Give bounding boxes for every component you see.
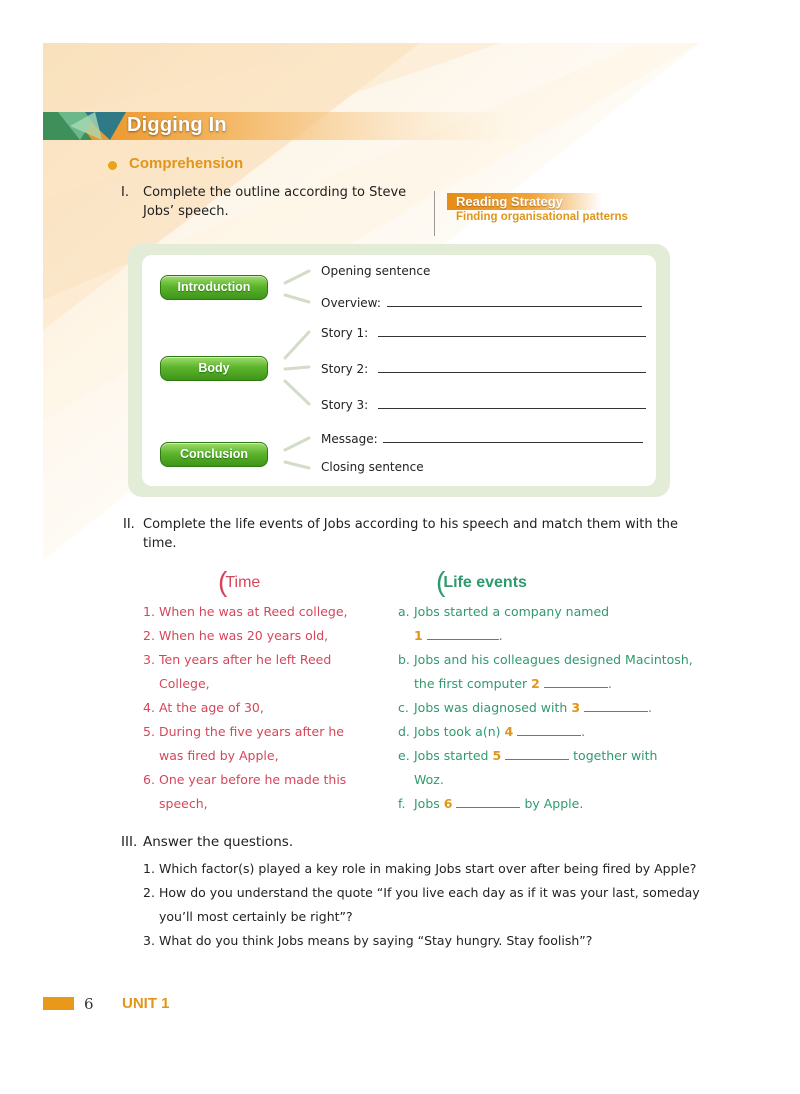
life-event-e xyxy=(398,744,657,792)
life-event-a xyxy=(398,600,609,648)
question-3-item-2-number: 2. xyxy=(143,885,155,900)
life-event-b-text-1: Jobs and his colleagues designed Macintosh, xyxy=(414,652,693,667)
time-item-5-text-1: During the five years after he xyxy=(159,724,344,739)
life-event-b-letter: b. xyxy=(398,652,410,667)
life-event-f xyxy=(398,792,583,816)
time-item-6-text-1: One year before he made this xyxy=(159,772,347,787)
time-item-1-text: When he was at Reed college, xyxy=(159,604,348,619)
life-event-a-end: . xyxy=(498,628,503,643)
story-3-blank[interactable] xyxy=(378,396,646,409)
life-event-a-letter: a. xyxy=(398,604,410,619)
life-event-e-text-after: together with xyxy=(573,748,658,763)
life-event-c-text: Jobs was diagnosed with xyxy=(414,700,568,715)
question-3-title: Answer the questions. xyxy=(143,834,294,850)
question-3-item-2 xyxy=(143,881,700,929)
blank-4[interactable] xyxy=(517,723,581,736)
blank-number-4: 4 xyxy=(504,724,514,739)
life-event-c-end: . xyxy=(648,700,652,715)
time-item-6 xyxy=(143,768,346,816)
life-event-b-text-2: the first computer xyxy=(414,676,528,691)
time-item-3-number: 3. xyxy=(143,652,155,667)
conclusion-pill: Conclusion xyxy=(160,442,268,467)
story-1-label: Story 1: xyxy=(321,326,369,340)
story-2-blank[interactable] xyxy=(378,360,646,373)
life-heading-initial: L xyxy=(443,574,454,591)
story-2-label: Story 2: xyxy=(321,362,369,376)
time-item-3-text-1: Ten years after he left Reed xyxy=(159,652,332,667)
overview-label: Overview: xyxy=(321,296,381,310)
blank-2[interactable] xyxy=(544,675,608,688)
outline-row-story-2 xyxy=(321,360,646,376)
blank-number-2: 2 xyxy=(531,676,540,691)
life-event-e-text-2: Woz. xyxy=(414,772,444,787)
time-item-5 xyxy=(143,720,344,768)
question-3-item-1-number: 1. xyxy=(143,861,155,876)
outline-row-story-3 xyxy=(321,396,646,412)
question-2-line-1: Complete the life events of Jobs according to his speech and match them with the xyxy=(143,517,679,532)
life-event-d-letter: d. xyxy=(398,724,410,739)
life-event-e-letter: e. xyxy=(398,748,410,763)
question-3-item-1-text: Which factor(s) played a key role in making Jobs start over after being fired by Apple? xyxy=(159,861,697,876)
life-event-b xyxy=(398,648,693,696)
body-pill: Body xyxy=(160,356,268,381)
question-1-line-2: Jobs’ speech. xyxy=(143,204,229,219)
blank-number-5: 5 xyxy=(492,748,502,763)
blank-1[interactable] xyxy=(427,627,499,640)
blank-number-1: 1 xyxy=(414,628,423,643)
life-heading-rest: ife events xyxy=(453,574,527,591)
time-item-2 xyxy=(143,624,328,648)
life-event-c-letter: c. xyxy=(398,700,409,715)
outline-row-opening xyxy=(321,264,430,278)
time-heading-rest: ime xyxy=(234,574,261,591)
time-item-3 xyxy=(143,648,331,696)
time-item-1-number: 1. xyxy=(143,604,155,619)
life-events-column-heading: (Life events xyxy=(436,566,527,597)
time-heading-initial: T xyxy=(225,574,235,591)
question-3-item-3-number: 3. xyxy=(143,933,155,948)
question-3-item-1 xyxy=(143,857,696,881)
message-label: Message: xyxy=(321,432,378,446)
reading-strategy-subtitle: Finding organisational patterns xyxy=(456,211,628,223)
question-3-item-2-text-2: you’ll most certainly be right”? xyxy=(159,909,353,924)
blank-number-6: 6 xyxy=(443,796,453,811)
time-item-1 xyxy=(143,600,348,624)
time-item-5-text-2: was fired by Apple, xyxy=(159,748,279,763)
section-banner-title: Digging In xyxy=(127,114,227,136)
time-item-5-number: 5. xyxy=(143,724,155,739)
life-event-d-end: . xyxy=(581,724,586,739)
life-event-d xyxy=(398,720,585,744)
introduction-pill: Introduction xyxy=(160,275,268,300)
question-3-prefix: III. xyxy=(121,834,138,850)
life-event-a-text: Jobs started a company named xyxy=(414,604,610,619)
life-event-c xyxy=(398,696,652,720)
question-2-line-2: time. xyxy=(143,536,177,551)
question-3-item-2-text-1: How do you understand the quote “If you live each day as if it was your last, someday xyxy=(159,885,700,900)
time-item-2-text: When he was 20 years old, xyxy=(159,628,329,643)
time-item-3-text-2: College, xyxy=(159,676,210,691)
question-2-prefix: II. xyxy=(123,517,135,532)
story-1-blank[interactable] xyxy=(378,324,646,337)
life-event-f-text-after: by Apple. xyxy=(524,796,584,811)
life-event-f-letter: f. xyxy=(398,796,406,811)
time-item-6-number: 6. xyxy=(143,772,155,787)
overview-blank[interactable] xyxy=(387,294,642,307)
life-event-b-end: . xyxy=(607,676,612,691)
opening-sentence-label: Opening sentence xyxy=(321,264,431,278)
story-3-label: Story 3: xyxy=(321,398,369,412)
blank-5[interactable] xyxy=(505,747,569,760)
question-3-item-3 xyxy=(143,929,592,953)
blank-number-3: 3 xyxy=(571,700,581,715)
unit-label: UNIT 1 xyxy=(122,995,170,1012)
reading-strategy-label: Reading Strategy xyxy=(447,193,602,210)
page-number: 6 xyxy=(84,995,94,1013)
time-item-4 xyxy=(143,696,264,720)
life-event-d-text: Jobs took a(n) xyxy=(414,724,501,739)
footer-accent-bar xyxy=(43,997,74,1010)
life-event-f-text: Jobs xyxy=(414,796,440,811)
time-item-4-number: 4. xyxy=(143,700,155,715)
question-3-item-3-text: What do you think Jobs means by saying “Stay hungry. Stay foolish”? xyxy=(159,933,593,948)
outline-row-closing xyxy=(321,460,424,474)
time-item-2-number: 2. xyxy=(143,628,155,643)
outline-row-story-1 xyxy=(321,324,646,340)
outline-row-overview xyxy=(321,294,642,310)
comprehension-heading: Comprehension xyxy=(129,155,244,172)
outline-row-message xyxy=(321,430,643,446)
question-1-prefix: I. xyxy=(121,185,129,200)
question-1-line-1: Complete the outline according to Steve xyxy=(143,185,407,200)
closing-sentence-label: Closing sentence xyxy=(321,460,424,474)
time-column-heading: (Time xyxy=(218,566,261,597)
time-item-6-text-2: speech, xyxy=(159,796,208,811)
blank-6[interactable] xyxy=(456,795,520,808)
life-event-e-text-1: Jobs started xyxy=(414,748,489,763)
blank-3[interactable] xyxy=(584,699,648,712)
time-item-4-text: At the age of 30, xyxy=(159,700,264,715)
message-blank[interactable] xyxy=(383,430,643,443)
